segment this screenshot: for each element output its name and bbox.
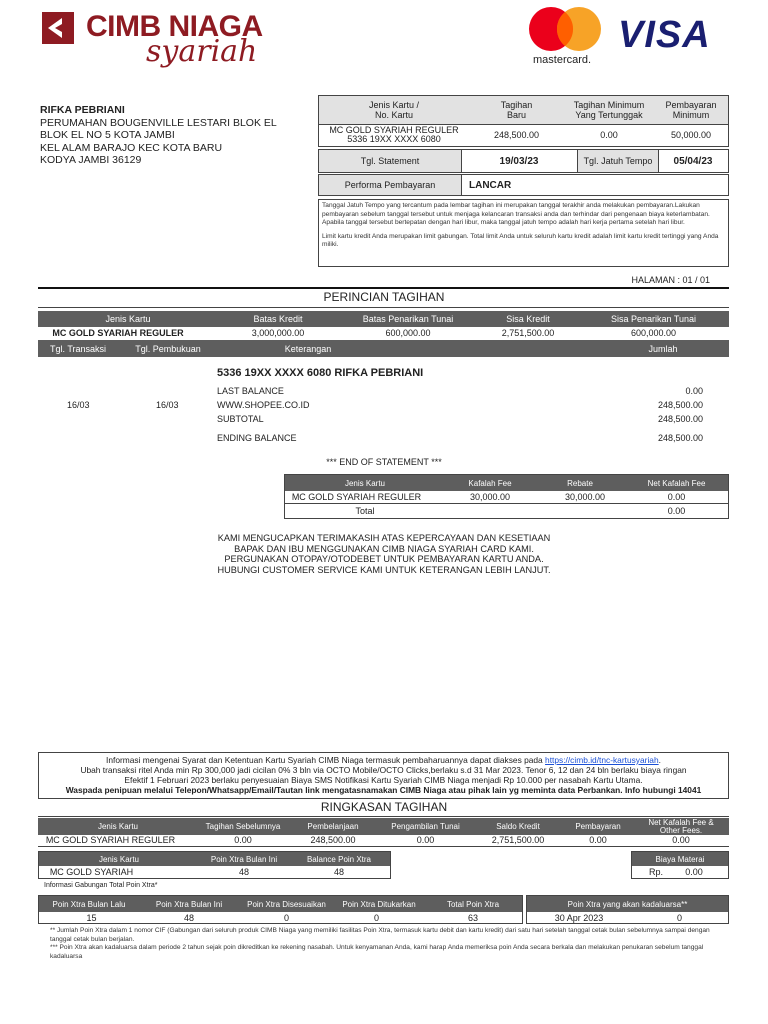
col-tgl-pembukuan: Tgl. Pembukuan [135,343,201,354]
tgl-statement-value: 19/03/23 [499,155,539,167]
kafalah-col-net: Net Kafalah Fee [647,478,706,488]
rk-cell-tunai: 0.00 [416,835,435,845]
thanks-line: KAMI MENGUCAPKAN TERIMAKASIH ATAS KEPERCAYAAN DAN KESETIAAN [217,533,551,543]
px-col-jenis: Jenis Kartu [98,854,140,864]
notes-paragraph-2: Limit kartu kredit Anda merupakan limit gabungan. Total limit Anda untuk seluruh kartu kredit adalah limit kartu kredit tertinggi yang Anda miliki. [322,232,719,248]
col-jenis-kartu: Jenis Kartu [105,314,151,324]
cell-sisa-kredit: 2,751,500.00 [501,327,555,338]
cimb-logo [42,10,282,74]
footnote-2: *** Poin Xtra akan kadaluarsa dalam periode 2 tahun sejak poin dikreditkan ke rekening nasabah. Untuk kenyamanan Anda, kami harap Anda memeriksa poin Anda secara berkala dan melakukan penukaran sebelum tanggal kadaluarsa [50,944,704,960]
px-cell-bulan-ini: 48 [238,867,249,877]
perincian-title: PERINCIAN TAGIHAN [323,290,445,304]
gb-col-ini: Poin Xtra Bulan Ini [155,899,223,909]
ending-balance-label: ENDING BALANCE [217,433,297,443]
rk-col-belanja: Pembelanjaan [307,822,359,831]
gb-col-tukar: Poin Xtra Ditukarkan [342,899,416,909]
gabungan-header [39,896,522,912]
px-col-bulan-ini: Poin Xtra Bulan Ini [210,854,278,864]
materai-currency: Rp. [648,867,663,877]
col-batas-tunai: Batas Penarikan Tunai [362,314,454,324]
summary-card [319,124,469,146]
gabungan-table [38,895,523,924]
thanks-line: PERGUNAKAN OTOPAY/OTODEBET UNTUK PEMBAYARAN KARTU ANDA. [224,554,544,564]
kafalah-cell-fee: 30,000.00 [469,492,511,502]
gb-col-total: Total Poin Xtra [446,899,500,909]
poin-xtra-header [39,852,390,866]
statement-dates-row [318,149,729,173]
info-line-4: Waspada penipuan melalui Telepon/Whatsapp/Email/Tautan link mengatasnamakan CIMB Niaga atau pihak lain yg meminta data Perbankan. Info hubungi 14041 [65,785,702,795]
address-line: PERUMAHAN BOUGENVILLE LESTARI BLOK EL [40,116,277,129]
performa-value: LANCAR [469,179,512,191]
last-balance-value: 0.00 [685,386,703,396]
kafalah-col-rebate: Rebate [567,478,593,488]
poin-xtra-table [38,851,391,879]
gb-cell-ini: 48 [183,912,194,923]
ringkasan-title: RINGKASAN TAGIHAN [320,800,448,814]
customer-name: RIFKA PEBRIANI [40,104,125,116]
rk-col-sebelumnya: Tagihan Sebelumnya [205,822,281,831]
tx-post-date: 16/03 [156,400,179,410]
tgl-jatuh-tempo-label: Tgl. Jatuh Tempo [578,150,658,172]
kafalah-cell-rebate: 30,000.00 [564,492,606,502]
summary-card-name: MC GOLD SYARIAH REGULER [329,125,459,135]
col-sisa-kredit: Sisa Kredit [506,314,550,324]
kadaluarsa-value: 0 [676,912,682,923]
customer-address [40,104,290,167]
rk-col-saldo: Saldo Kredit [496,822,540,831]
gb-cell-lalu: 15 [86,912,97,923]
px-cell-jenis: MC GOLD SYARIAH [49,867,134,877]
col-sisa-tunai: Sisa Penarikan Tunai [610,314,697,324]
kafalah-header [285,475,728,491]
gabungan-label: Informasi Gabungan Total Poin Xtra* [44,882,158,889]
gb-cell-sesuai: 0 [283,912,289,923]
materai-label: Biaya Materai [632,852,728,866]
notes-box [318,199,729,267]
rk-col-kafalah: Net Kafalah Fee & Other Fees. [648,817,714,835]
notes-paragraph-1: Tanggal Jatuh Tempo yang tercantum pada lembar tagihan ini merupakan tanggal terakhir anda melakukan pembayaran.Lakukan pembayaran sebelum tanggal tersebut untuk menjaga kelancaran transaksi anda dan terhindar dari pengenaan biaya keterlambatan. Apabila tanggal tersebut bertepatan dengan hari libur, maka tanggal jatuh tempo adalah hari kerja pertama setelah hari libur. [322,202,710,226]
col-keterangan: Keterangan [284,343,332,354]
summary-header-bayar: Pembayaran Minimum [654,96,728,124]
kafalah-total-value: 0.00 [667,506,686,516]
rk-col-bayar: Pembayaran [575,822,621,831]
summary-card-number: 5336 19XX XXXX 6080 [347,134,441,144]
kadaluarsa-date: 30 Apr 2023 [554,912,604,923]
gb-col-lalu: Poin Xtra Bulan Lalu [52,899,126,909]
kafalah-total-label: Total [355,506,375,516]
tnc-link[interactable]: https://cimb.id/tnc-kartusyariah [545,755,659,765]
footnotes [50,927,715,961]
tx-date: 16/03 [67,400,90,410]
summary-header-jenis: Jenis Kartu / No. Kartu [319,96,469,124]
rk-col-jenis: Jenis Kartu [97,822,139,831]
transaction-header [38,340,729,357]
address-line: BLOK EL NO 5 KOTA JAMBI [40,129,175,141]
perincian-header [38,311,729,327]
address-line: KEL ALAM BARAJO KEC KOTA BARU [40,141,223,154]
summary-header-tagihan: Tagihan Baru [469,96,564,124]
tx-description: WWW.SHOPEE.CO.ID [217,400,310,410]
col-jumlah: Jumlah [648,343,678,354]
summary-min-tunggak: 0.00 [600,130,618,140]
thanks-line: BAPAK DAN IBU MENGGUNAKAN CIMB NIAGA SYARIAH CARD KAMI. [234,543,534,554]
mastercard-logo [527,6,607,68]
cell-batas-kredit: 3,000,000.00 [251,327,305,338]
performa-label: Performa Pembayaran [319,175,461,195]
tx-amount: 248,500.00 [657,400,703,410]
rk-col-tunai: Pengambilan Tunai [391,822,460,831]
info-line-2: Ubah transaksi ritel Anda min Rp 300,000 jadi cicilan 0% 3 bln via OCTO Mobile/OCTO Clicks,berlaku s.d 31 Mar 2023. Tenor 6, 12 dan 24 bln berlaku biaya ringan [80,765,687,775]
performa-row [318,174,729,196]
rk-cell-kafalah: 0.00 [672,835,690,845]
rk-cell-jenis: MC GOLD SYARIAH REGULER [45,835,176,845]
materai-box [631,851,729,879]
cimb-logo-sub: syariah [146,34,258,69]
col-batas-kredit: Batas Kredit [253,314,303,324]
rk-cell-bayar: 0.00 [589,835,607,845]
info-line-3: Efektif 1 Februari 2023 berlaku penyesuaian Biaya SMS Notifikasi Kartu Syariah CIMB Niaga menjadi Rp 10.000 per nasabah Kartu Utama. [124,775,643,785]
kafalah-col-fee: Kafalah Fee [468,478,512,488]
subtotal-value: 248,500.00 [657,414,703,424]
last-balance-label: LAST BALANCE [217,386,284,396]
end-of-statement: *** END OF STATEMENT *** [326,457,442,467]
kafalah-table [284,474,729,519]
card-heading: 5336 19XX XXXX 6080 RIFKA PEBRIANI [217,367,424,379]
ringkasan-header [38,818,729,835]
info-line-1-text: Informasi mengenai Syarat dan Ketentuan Kartu Syariah CIMB Niaga termasuk pembaharuannya dapat diakses pada [106,755,546,765]
gb-cell-tukar: 0 [373,912,379,923]
ringkasan-row [38,835,729,847]
rk-cell-saldo: 2,751,500.00 [491,835,545,845]
summary-tagihan: 248,500.00 [493,130,540,140]
tgl-jatuh-tempo-value: 05/04/23 [673,155,713,167]
address-line: KODYA JAMBI 36129 [40,154,142,166]
subtotal-label: SUBTOTAL [217,414,264,424]
rk-cell-sebelumnya: 0.00 [234,835,252,845]
info-box [38,752,729,799]
info-line-1-end: . [658,755,661,765]
kafalah-col-jenis: Jenis Kartu [344,478,386,488]
px-cell-balance: 48 [333,867,344,877]
summary-bayar-min: 50,000.00 [670,130,712,140]
info-line-1 [39,755,728,765]
mastercard-circles-icon [527,6,603,54]
kadaluarsa-header: Poin Xtra yang akan kadaluarsa** [527,896,728,912]
thanks-line: HUBUNGI CUSTOMER SERVICE KAMI UNTUK KETERANGAN LEBIH LANJUT. [217,564,551,575]
tgl-statement-label: Tgl. Statement [319,150,461,172]
rk-cell-belanja: 248,500.00 [310,835,356,845]
perincian-row [38,327,729,338]
thank-you-message [0,533,768,575]
gb-cell-total: 63 [467,912,478,923]
visa-logo: VISA [618,14,711,56]
ending-balance-value: 248,500.00 [657,433,703,443]
cell-batas-tunai: 600,000.00 [385,327,431,338]
kafalah-cell-jenis: MC GOLD SYARIAH REGULER [291,492,422,502]
col-tgl-transaksi: Tgl. Transaksi [49,343,107,354]
halaman: HALAMAN : 01 / 01 [631,275,710,285]
kafalah-cell-net: 0.00 [667,492,686,502]
footnote-1: ** Jumlah Poin Xtra dalam 1 nomor CIF (Gabungan dari seluruh produk CIMB Niaga yang memiliki fasilitas Poin Xtra, termasuk kartu debit dan kartu kredit) dari satu hari setelah tanggal cetak bulan sebelumnya sampai dengan tanggal cetak bulan berjalan. [50,927,710,943]
summary-header-min: Tagihan Minimum Yang Tertunggak [564,96,654,124]
cimb-logo-mark-icon [42,12,78,46]
cimb-logo-brand: CIMB NIAGA [86,10,263,43]
cell-sisa-tunai: 600,000.00 [630,327,677,338]
kadaluarsa-table [526,895,729,924]
cell-jenis-kartu: MC GOLD SYARIAH REGULER [52,327,184,338]
mastercard-label: mastercard. [533,54,592,66]
materai-value: 0.00 [685,867,703,877]
gb-col-sesuai: Poin Xtra Disesuaikan [247,899,326,909]
px-col-balance: Balance Poin Xtra [306,854,372,864]
summary-box [318,95,729,147]
